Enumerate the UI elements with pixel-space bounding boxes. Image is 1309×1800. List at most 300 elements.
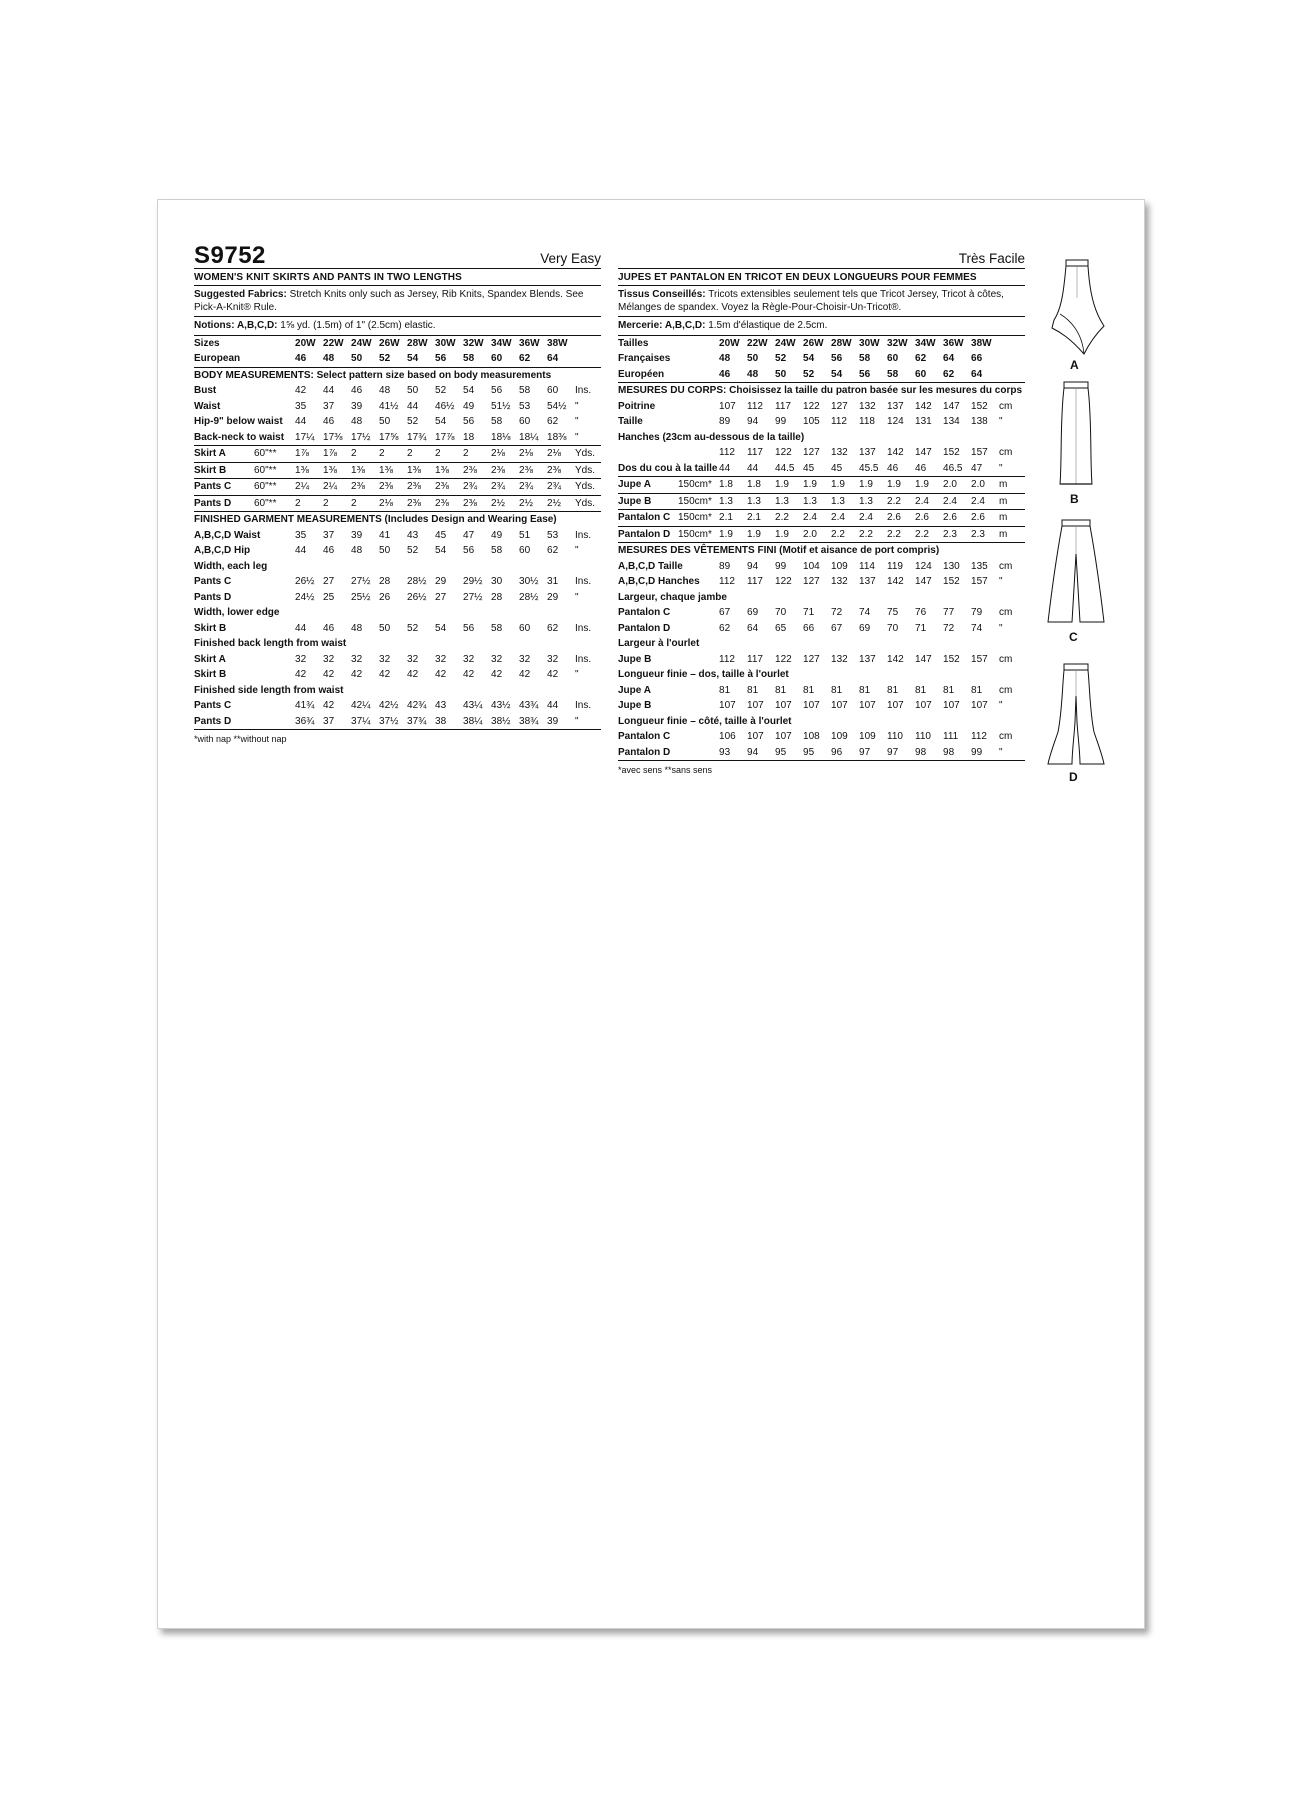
unit-cell: " (575, 545, 579, 557)
value-cell: 32 (435, 653, 447, 665)
value-cell: 111 (943, 731, 959, 743)
value-cell: 2½ (491, 495, 519, 512)
value-cell: 51½ (491, 400, 511, 412)
unit-cell: " (575, 714, 601, 730)
value-cell: 48 (719, 353, 731, 365)
value-cell: 42¼ (351, 700, 371, 712)
value-cell: 48 (351, 416, 363, 428)
value-cell: 2⅜ (351, 479, 379, 496)
value-cell: 36W (519, 337, 540, 349)
value-cell: 2.6 (915, 510, 943, 527)
value-cell: 107 (831, 700, 848, 712)
value-cell: 54 (435, 545, 447, 557)
finished-row (194, 590, 601, 606)
value-cell: 2.2 (915, 526, 943, 543)
value-cell: 38¼ (463, 714, 491, 730)
row-label: Skirt B (194, 462, 254, 479)
value-cell: 45.5 (859, 461, 887, 477)
value-cell: 48 (747, 367, 775, 383)
value-cell: 96 (831, 745, 859, 761)
value-cell: 2⅜ (463, 462, 491, 479)
value-cell: 42 (351, 669, 363, 681)
pattern-envelope-back (157, 199, 1145, 1629)
value-cell: 2 (463, 446, 491, 463)
value-cell: 72 (831, 607, 843, 619)
value-cell: 131 (915, 416, 932, 428)
value-cell: 28W (831, 337, 852, 349)
value-cell: 71 (803, 607, 815, 619)
value-cell: 32 (519, 653, 531, 665)
value-cell: 46 (295, 351, 323, 367)
value-cell: 67 (831, 622, 843, 634)
value-cell: 152 (943, 447, 960, 459)
unit-cell: " (999, 622, 1003, 634)
value-cell: 46 (887, 461, 915, 477)
suggested-fabrics (194, 286, 601, 317)
french-column (618, 244, 1025, 775)
value-cell: 17¼ (295, 430, 323, 446)
value-cell: 2¾ (519, 479, 547, 496)
value-cell: 58 (491, 622, 503, 634)
value-cell: 52 (407, 622, 419, 634)
value-cell: 117 (747, 576, 763, 588)
value-cell: 42 (435, 669, 447, 681)
value-cell: 53 (547, 529, 559, 541)
value-cell: 27½ (463, 591, 483, 603)
row-label: Skirt B (194, 669, 227, 681)
row-label: A,B,C,D Waist (194, 529, 261, 541)
value-cell: 50 (379, 416, 391, 428)
row-heading: Finished back length from waist (194, 638, 347, 650)
value-cell: 89 (719, 416, 731, 428)
value-cell: 49 (463, 400, 475, 412)
row-heading: MESURES DU CORPS: Choisissez la taille du patron basée sur les mesures du corps (618, 385, 1023, 397)
value-cell: 81 (831, 684, 843, 696)
value-cell: 157 (971, 447, 988, 459)
value-cell: 28 (379, 576, 391, 588)
fabrics-label-fr: Tissus Conseillés: (618, 289, 706, 300)
value-cell: 54 (435, 622, 447, 634)
body-measurements-title (618, 383, 1025, 399)
unit-cell: Yds. (575, 495, 601, 512)
value-cell: 42 (491, 669, 503, 681)
value-cell: 2.4 (831, 510, 859, 527)
fabric-width: 60"** (254, 462, 295, 479)
value-cell: 2 (295, 495, 323, 512)
value-cell: 2¾ (491, 479, 519, 496)
value-cell: 29 (547, 591, 559, 603)
unit-cell: " (999, 461, 1025, 477)
value-cell: 2¾ (463, 479, 491, 496)
unit-cell: m (999, 493, 1025, 510)
unit-cell: Yds. (575, 462, 601, 479)
fabrics-label: Suggested Fabrics: (194, 289, 287, 300)
value-cell: 60 (491, 351, 519, 367)
row-label: Pants C (194, 576, 232, 588)
value-cell: 1.3 (775, 493, 803, 510)
value-cell: 54 (435, 416, 447, 428)
pattern-title: WOMEN'S KNIT SKIRTS AND PANTS IN TWO LENGTHS (194, 269, 601, 286)
value-cell: 147 (943, 400, 960, 412)
value-cell: 30 (491, 576, 503, 588)
value-cell: 39 (351, 529, 363, 541)
value-cell: 36¾ (295, 714, 323, 730)
value-cell: 2⅜ (463, 495, 491, 512)
value-cell: 137 (859, 447, 876, 459)
value-cell: 127 (803, 447, 820, 459)
value-cell: 38 (435, 714, 463, 730)
value-cell: 2.4 (943, 493, 971, 510)
row-label: Skirt A (194, 446, 254, 463)
value-cell: 2 (407, 446, 435, 463)
value-cell: 1⅜ (435, 462, 463, 479)
value-cell: 1⅜ (295, 462, 323, 479)
value-cell: 30½ (519, 576, 539, 588)
value-cell: 30W (859, 337, 880, 349)
value-cell: 2⅛ (379, 495, 407, 512)
value-cell: 58 (519, 385, 531, 397)
value-cell: 81 (747, 684, 759, 696)
sizes-row (194, 336, 601, 352)
finished-row (618, 574, 1025, 590)
unit-cell: " (999, 745, 1025, 761)
unit-cell: Ins. (575, 529, 592, 541)
value-cell: 41 (379, 529, 391, 541)
value-cell: 132 (859, 400, 876, 412)
value-cell: 42½ (379, 700, 399, 712)
row-label: Tailles (618, 337, 649, 349)
value-cell: 152 (943, 653, 960, 665)
value-cell: 56 (831, 353, 843, 365)
value-cell: 44 (295, 416, 307, 428)
value-cell: 35 (295, 529, 307, 541)
value-cell: 2⅛ (519, 446, 547, 463)
value-cell: 69 (859, 622, 871, 634)
finished-row (194, 652, 601, 668)
value-cell: 74 (859, 607, 871, 619)
value-cell: 109 (831, 731, 848, 743)
value-cell: 46½ (435, 400, 455, 412)
value-cell: 98 (915, 745, 943, 761)
english-column (194, 244, 601, 744)
value-cell: 112 (971, 731, 987, 743)
value-cell: 32 (407, 653, 419, 665)
value-cell: 89 (719, 560, 731, 572)
value-cell: 138 (971, 416, 988, 428)
value-cell: 50 (379, 622, 391, 634)
value-cell: 46 (351, 385, 363, 397)
value-cell: 49 (491, 529, 503, 541)
value-cell: 32 (547, 653, 559, 665)
french-measurement-table (618, 336, 1025, 762)
value-cell: 2.2 (887, 526, 915, 543)
value-cell: 37 (323, 714, 351, 730)
value-cell: 81 (775, 684, 787, 696)
english-measurement-table (194, 336, 601, 731)
value-cell: 32 (323, 653, 335, 665)
row-heading: Width, each leg (194, 560, 268, 572)
value-cell: 25½ (351, 591, 371, 603)
unit-cell: " (575, 400, 579, 412)
value-cell: 1.3 (831, 493, 859, 510)
value-cell: 45 (803, 461, 831, 477)
finished-row (618, 559, 1025, 575)
value-cell: 42 (519, 669, 531, 681)
value-cell: 52 (407, 416, 419, 428)
european-row (618, 367, 1025, 383)
unit-cell: Yds. (575, 479, 601, 496)
value-cell: 64 (971, 367, 999, 383)
value-cell: 127 (803, 576, 820, 588)
value-cell: 45 (435, 529, 447, 541)
value-cell: 2⅜ (519, 462, 547, 479)
value-cell: 2⅜ (435, 479, 463, 496)
value-cell: 56 (491, 385, 503, 397)
value-cell: 81 (915, 684, 927, 696)
value-cell: 1⅜ (351, 462, 379, 479)
value-cell: 43 (407, 529, 419, 541)
view-b (1052, 380, 1102, 506)
value-cell: 54 (831, 367, 859, 383)
body-measurements-title (194, 367, 601, 383)
value-cell: 2 (351, 495, 379, 512)
finished-row (618, 605, 1025, 621)
value-cell: 107 (775, 700, 792, 712)
row-label: A,B,C,D Hanches (618, 576, 700, 588)
row-label: Jupe B (618, 493, 678, 510)
value-cell: 44 (323, 385, 335, 397)
value-cell: 32W (887, 337, 908, 349)
long-skirt-icon (1052, 380, 1102, 492)
value-cell: 130 (943, 560, 960, 572)
flared-pants-icon (1044, 662, 1108, 772)
row-label: Pants C (194, 479, 254, 496)
value-cell: 62 (943, 367, 971, 383)
row-label: Jupe B (618, 700, 652, 712)
value-cell: 50 (379, 545, 391, 557)
value-cell: 122 (775, 653, 792, 665)
row-label: Pantalon D (618, 622, 671, 634)
value-cell: 94 (747, 745, 775, 761)
value-cell: 97 (887, 745, 915, 761)
value-cell: 34W (915, 337, 936, 349)
value-cell: 20W (295, 337, 316, 349)
value-cell: 107 (803, 700, 820, 712)
value-cell: 117 (775, 400, 791, 412)
row-heading: BODY MEASUREMENTS: Select pattern size based on body measurements (194, 369, 552, 381)
finished-subheading (194, 636, 601, 652)
row-label: Jupe B (618, 653, 652, 665)
value-cell: 60 (519, 545, 531, 557)
value-cell: 58 (463, 351, 491, 367)
unit-cell: cm (999, 684, 1013, 696)
value-cell: 81 (803, 684, 815, 696)
value-cell: 42 (463, 669, 475, 681)
finished-row (194, 528, 601, 544)
value-cell: 32W (463, 337, 484, 349)
finished-subheading (618, 590, 1025, 606)
value-cell: 44 (295, 545, 307, 557)
value-cell: 1.9 (803, 477, 831, 494)
difficulty-label: Very Easy (540, 251, 601, 266)
value-cell: 50 (747, 353, 759, 365)
value-cell: 56 (463, 416, 475, 428)
pattern-title-fr: JUPES ET PANTALON EN TRICOT EN DEUX LONGUEURS POUR FEMMES (618, 269, 1025, 286)
value-cell: 2⅜ (407, 495, 435, 512)
row-label: A,B,C,D Hip (194, 545, 251, 557)
english-header (194, 244, 601, 269)
row-label: Taille (618, 416, 643, 428)
value-cell: 107 (719, 700, 736, 712)
value-cell: 27½ (351, 576, 371, 588)
finished-subheading (194, 605, 601, 621)
footnote: *with nap **without nap (194, 734, 287, 744)
value-cell: 46.5 (943, 461, 971, 477)
value-cell: 44.5 (775, 461, 803, 477)
value-cell: 29½ (463, 576, 483, 588)
value-cell: 93 (719, 745, 747, 761)
european-row (194, 351, 601, 367)
value-cell: 46 (719, 367, 747, 383)
value-cell: 26W (803, 337, 824, 349)
value-cell: 30W (435, 337, 456, 349)
value-cell: 32 (351, 653, 363, 665)
unit-cell: cm (999, 731, 1013, 743)
unit-cell: Ins. (575, 653, 592, 665)
value-cell: 2⅛ (547, 446, 575, 463)
finished-subheading (194, 683, 601, 699)
value-cell: 99 (971, 745, 999, 761)
unit-cell: " (575, 416, 579, 428)
value-cell: 60 (519, 622, 531, 634)
value-cell: 1.9 (775, 477, 803, 494)
value-cell: 37¾ (407, 714, 435, 730)
value-cell: 75 (887, 607, 899, 619)
value-cell: 45 (831, 461, 859, 477)
suggested-fabrics-fr (618, 286, 1025, 317)
value-cell: 147 (915, 576, 932, 588)
value-cell: 24W (775, 337, 796, 349)
unit-cell: Ins. (575, 700, 592, 712)
value-cell: 41¾ (295, 700, 315, 712)
value-cell: 27 (323, 576, 335, 588)
value-cell: 36W (943, 337, 964, 349)
finished-row (618, 698, 1025, 714)
value-cell: 32 (491, 653, 503, 665)
value-cell: 132 (831, 576, 848, 588)
value-cell: 95 (803, 745, 831, 761)
row-heading: Hanches (23cm au-dessous de la taille) (618, 431, 805, 443)
finished-subheading (194, 559, 601, 575)
value-cell: 46 (915, 461, 943, 477)
value-cell: 70 (887, 622, 899, 634)
unit-cell: " (999, 700, 1003, 712)
value-cell: 114 (859, 560, 875, 572)
unit-cell: Yds. (575, 446, 601, 463)
value-cell: 95 (775, 745, 803, 761)
value-cell: 26W (379, 337, 400, 349)
value-cell: 66 (971, 353, 983, 365)
finished-row (194, 667, 601, 683)
value-cell: 2 (379, 446, 407, 463)
value-cell: 1⅜ (407, 462, 435, 479)
body-row (194, 430, 601, 446)
row-label: Pants D (194, 714, 295, 730)
body-row (618, 399, 1025, 415)
value-cell: 56 (859, 367, 887, 383)
row-label: Européen (618, 367, 719, 383)
value-cell: 74 (971, 622, 983, 634)
value-cell: 42¾ (407, 700, 427, 712)
value-cell: 122 (775, 576, 792, 588)
value-cell: 17⅜ (323, 430, 351, 446)
value-cell: 127 (803, 653, 820, 665)
unit-cell (999, 351, 1025, 367)
finished-row (618, 621, 1025, 637)
value-cell: 107 (747, 700, 764, 712)
value-cell: 147 (915, 447, 932, 459)
row-label: Pantalon C (618, 510, 678, 527)
notions-text-fr: 1.5m d'élastique de 2.5cm. (708, 320, 828, 331)
unit-cell: " (575, 669, 579, 681)
value-cell: 2.2 (831, 526, 859, 543)
yardage-row (194, 495, 601, 512)
row-label: A,B,C,D Taille (618, 560, 683, 572)
value-cell: 107 (747, 731, 764, 743)
value-cell: 1.3 (859, 493, 887, 510)
value-cell: 62 (547, 416, 559, 428)
value-cell: 18⅛ (491, 430, 519, 446)
yardage-row (194, 446, 601, 463)
value-cell: 64 (547, 351, 575, 367)
value-cell: 22W (323, 337, 344, 349)
value-cell: 99 (775, 416, 787, 428)
value-cell: 42 (547, 669, 559, 681)
value-cell: 106 (719, 731, 736, 743)
value-cell: 112 (747, 400, 763, 412)
unit-cell: cm (999, 607, 1013, 619)
value-cell: 108 (803, 731, 820, 743)
finished-subheading (618, 667, 1025, 683)
francaises-row (618, 351, 1025, 367)
notions (194, 317, 601, 336)
notions-label-fr: Mercerie: A,B,C,D: (618, 320, 706, 331)
unit-cell: cm (999, 560, 1013, 572)
value-cell: 48 (379, 385, 391, 397)
value-cell: 2⅛ (491, 446, 519, 463)
value-cell: 24½ (295, 591, 315, 603)
value-cell: 1⅞ (295, 446, 323, 463)
value-cell: 43¾ (519, 700, 539, 712)
difficulty-label-fr: Très Facile (958, 251, 1025, 266)
value-cell: 2.4 (803, 510, 831, 527)
value-cell: 2¾ (547, 479, 575, 496)
value-cell: 117 (747, 447, 763, 459)
value-cell: 107 (859, 700, 876, 712)
value-cell: 99 (775, 560, 787, 572)
unit-cell: Ins. (575, 622, 592, 634)
value-cell: 2 (351, 446, 379, 463)
value-cell: 51 (519, 529, 531, 541)
finished-subheading (618, 714, 1025, 730)
value-cell: 28W (407, 337, 428, 349)
value-cell: 60 (547, 385, 559, 397)
unit-cell (999, 336, 1025, 352)
value-cell: 54 (463, 385, 475, 397)
value-cell: 52 (379, 351, 407, 367)
value-cell: 137 (887, 400, 904, 412)
value-cell: 72 (943, 622, 955, 634)
